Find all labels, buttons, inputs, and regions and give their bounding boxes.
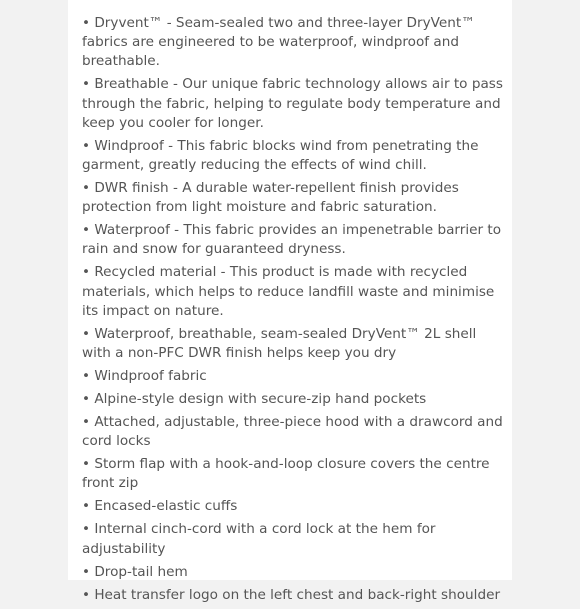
feature-item: • Waterproof - This fabric provides an impenetrable barrier to rain and snow for guaranteed dryness. (82, 222, 502, 258)
feature-item: • Encased-elastic cuffs (82, 498, 238, 515)
feature-item: • Storm flap with a hook-and-loop closure covers the centre front zip (82, 456, 490, 492)
feature-item: • Windproof fabric (82, 368, 207, 385)
feature-item: • Heat transfer logo on the left chest and back-right shoulder (82, 586, 501, 603)
feature-item: • Alpine-style design with secure-zip hand pockets (82, 391, 427, 408)
feature-item: • DWR finish - A durable water-repellent finish provides protection from light moisture and fabric saturation. (82, 180, 459, 216)
feature-item: • Breathable - Our unique fabric technology allows air to pass through the fabric, helping to regulate body temperature and keep you cooler for longer. (82, 76, 503, 131)
feature-item: • Recycled material - This product is made with recycled materials, which helps to reduce landfill waste and minimise its impact on nature. (82, 264, 495, 319)
feature-item: • Drop-tail hem (82, 563, 188, 580)
feature-list (82, 14, 507, 609)
feature-item: • Internal cinch-cord with a cord lock at the hem for adjustability (82, 521, 436, 557)
feature-item: • Waterproof, breathable, seam-sealed DryVent™ 2L shell with a non-PFC DWR finish helps keep you dry (82, 325, 477, 362)
feature-item: • Windproof - This fabric blocks wind from penetrating the garment, greatly reducing the effects of wind chill. (82, 137, 479, 174)
feature-item: • Dryvent™ - Seam-sealed two and three-layer DryVent™ fabrics are engineered to be waterproof, windproof and breathable. (82, 15, 475, 70)
feature-item: • Attached, adjustable, three-piece hood with a drawcord and cord locks (82, 414, 503, 450)
